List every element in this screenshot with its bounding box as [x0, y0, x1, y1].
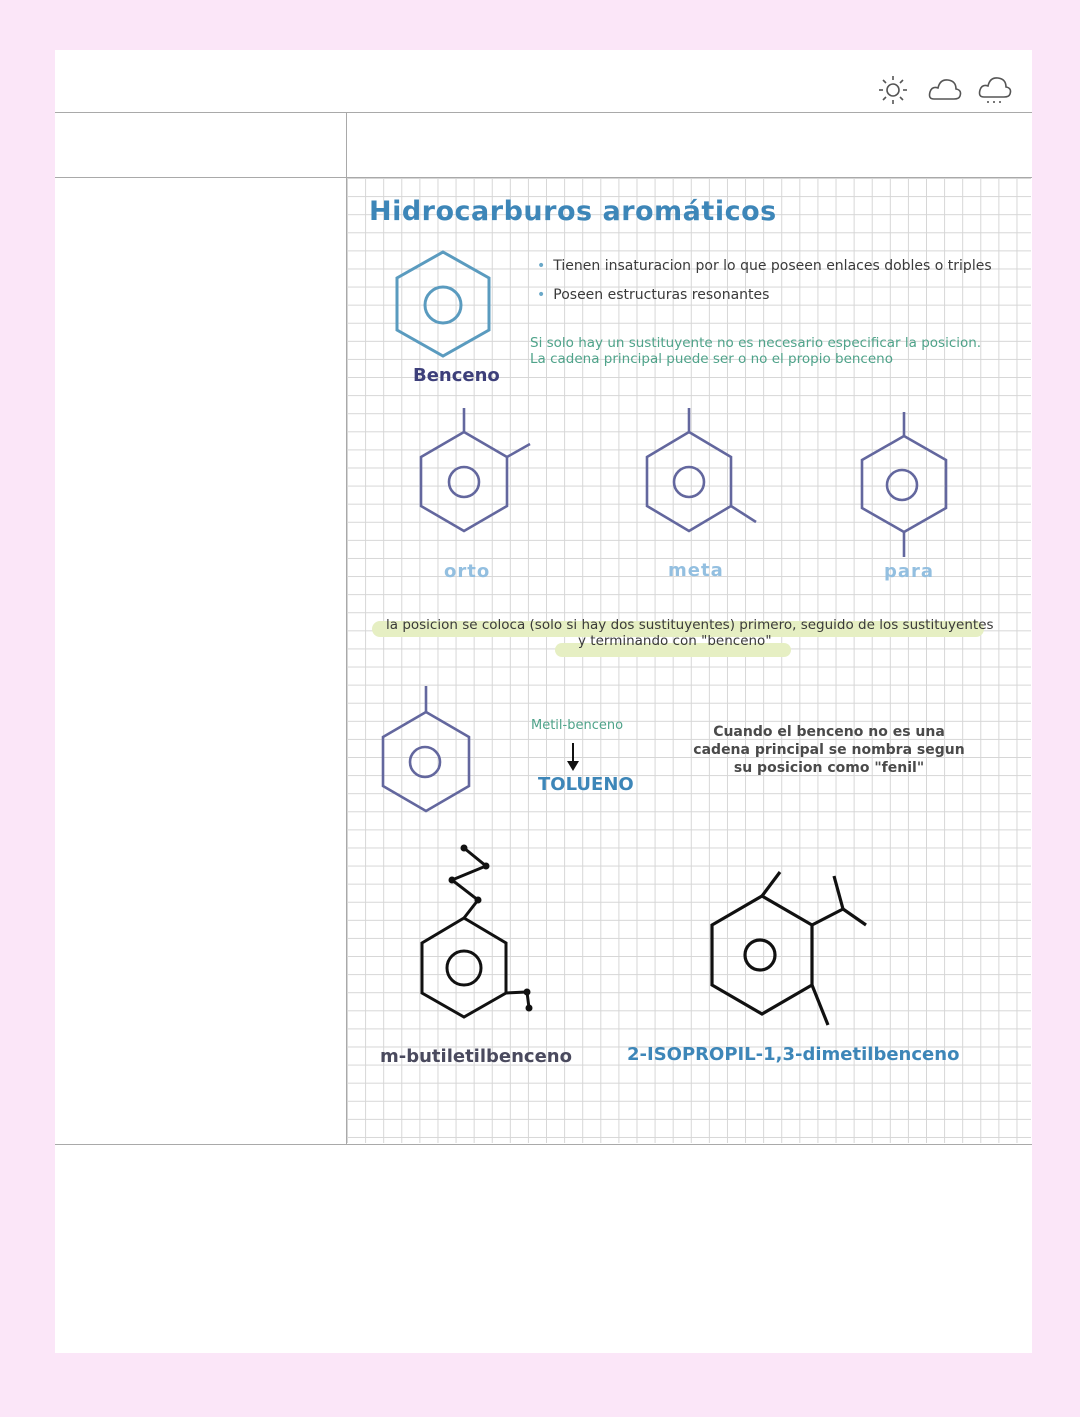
- benzene-label: Benceno: [413, 365, 500, 386]
- sun-icon: [879, 76, 907, 104]
- tolueno-label: TOLUENO: [538, 774, 634, 795]
- bullet-item: • Tienen insaturacion por lo que poseen enlaces dobles o triples: [537, 258, 992, 274]
- benzene-structure: [397, 252, 489, 356]
- orto-label: orto: [444, 561, 491, 582]
- bullet-text: Poseen estructuras resonantes: [553, 287, 770, 303]
- example-name-1: m-butiletilbenceno: [380, 1046, 572, 1067]
- para-label: para: [884, 561, 935, 582]
- cloud-icon: [930, 80, 961, 99]
- bullet-text: Tienen insaturacion por lo que poseen enlaces dobles o triples: [553, 258, 992, 274]
- meta-label: meta: [668, 560, 724, 581]
- down-arrow-icon: [567, 743, 579, 771]
- isopropil-dimetilbenceno-structure: [712, 872, 866, 1025]
- rain-cloud-icon: [980, 78, 1011, 103]
- m-butiletilbenceno-atoms: [449, 845, 533, 1012]
- substituent-note-line: Si solo hay un sustituyente no es necesario especificar la posicion.: [530, 335, 982, 351]
- toluene-structure: [383, 686, 469, 811]
- bullet-item: • Poseen estructuras resonantes: [537, 287, 770, 303]
- page-title: Hidrocarburos aromáticos: [369, 196, 777, 227]
- meta-structure: [647, 408, 756, 531]
- m-butiletilbenceno-structure: [422, 848, 529, 1017]
- position-rule-line: y terminando con "benceno": [578, 633, 772, 649]
- metil-benceno-label: Metil-benceno: [531, 718, 624, 733]
- example-name-2: 2-ISOPROPIL-1,3-dimetilbenceno: [627, 1044, 960, 1065]
- para-structure: [862, 412, 946, 557]
- fenil-note: Cuando el benceno no es una cadena principal se nombra segun su posicion como "fenil": [693, 724, 965, 776]
- substituent-note-line: La cadena principal puede ser o no el propio benceno: [530, 351, 893, 367]
- orto-structure: [421, 408, 530, 531]
- position-rule-line: la posicion se coloca (solo si hay dos sustituyentes) primero, seguido de los sustituyentes: [386, 617, 994, 633]
